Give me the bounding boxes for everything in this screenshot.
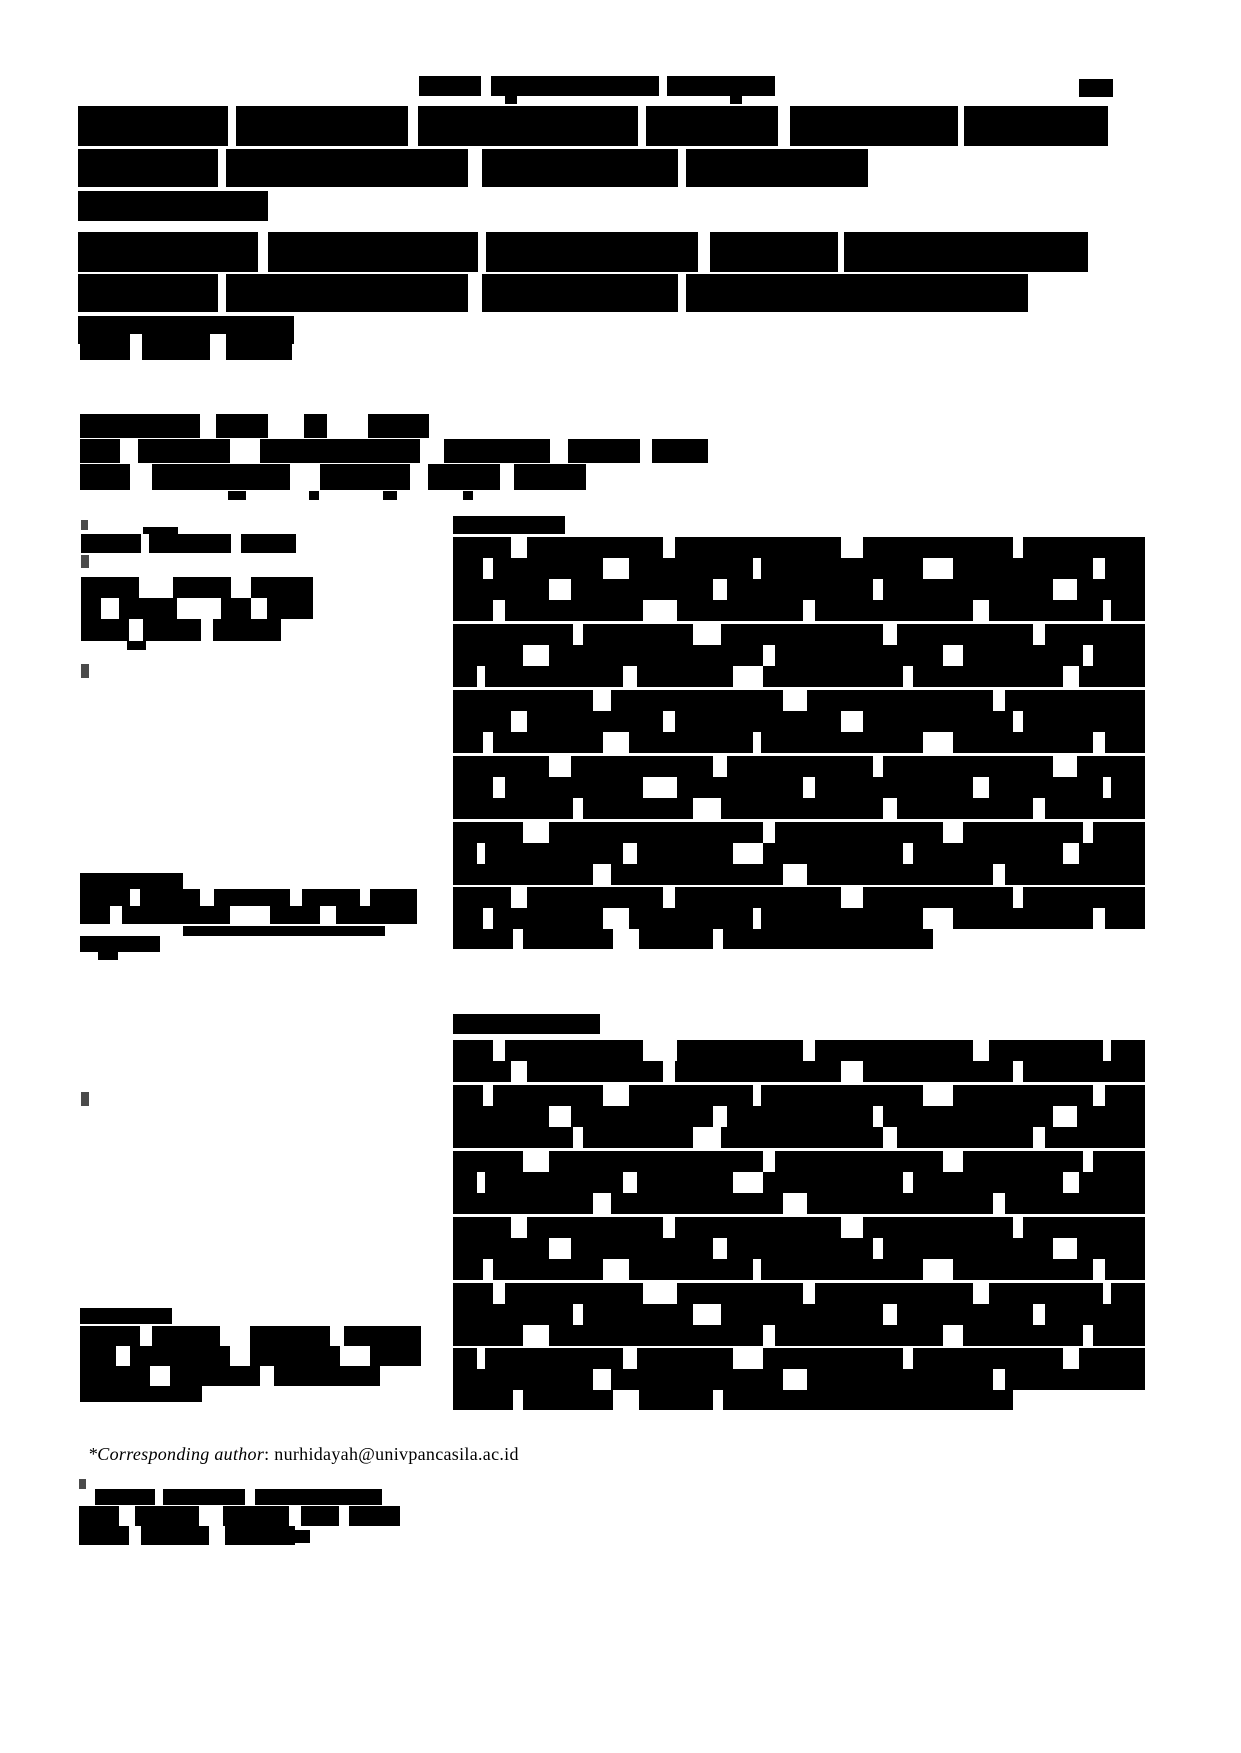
- redaction-gap: [943, 645, 963, 666]
- redaction-gap: [290, 464, 320, 490]
- redaction-gap: [623, 666, 637, 687]
- redacted-abstract-line: [453, 843, 1145, 864]
- redaction-gap: [549, 579, 571, 600]
- redaction-gap: [603, 908, 629, 929]
- redaction-gap: [613, 929, 639, 949]
- redaction-gap: [613, 1390, 639, 1410]
- redaction-gap: [511, 1061, 527, 1082]
- redacted-history-line: [81, 598, 313, 619]
- redaction-gap: [603, 1085, 629, 1106]
- redacted-abstrak-line: [453, 1304, 1145, 1325]
- redaction-gap: [593, 1369, 611, 1390]
- redacted-abstract-line: [453, 579, 1145, 600]
- redaction-gap: [698, 232, 710, 272]
- redaction-gap: [923, 908, 953, 929]
- redacted-abstract-line: [453, 732, 1145, 753]
- gray-tick: [81, 1092, 89, 1106]
- redaction-gap: [200, 414, 216, 438]
- redaction-gap: [883, 624, 897, 645]
- redaction-gap: [841, 1061, 863, 1082]
- redacted-abstract-line: [453, 864, 1145, 885]
- redaction-gap: [573, 624, 583, 645]
- redaction-gap: [713, 1238, 727, 1259]
- redaction-gap: [1083, 1325, 1093, 1346]
- redaction-gap: [513, 929, 523, 949]
- redaction-gap: [923, 1259, 953, 1280]
- redaction-gap: [640, 439, 652, 463]
- redaction-gap: [643, 1040, 677, 1061]
- redacted-abstrak-line: [453, 1259, 1145, 1280]
- redaction-gap: [663, 887, 675, 908]
- redaction-gap: [340, 1346, 370, 1366]
- redaction-gap: [623, 843, 637, 864]
- redaction-gap: [511, 1217, 527, 1238]
- redaction-gap: [783, 690, 807, 711]
- redacted-title-line: [78, 149, 868, 187]
- redaction-gap: [663, 1061, 675, 1082]
- redaction-gap: [623, 1172, 637, 1193]
- redaction-gap: [713, 756, 727, 777]
- redaction-gap: [258, 232, 268, 272]
- redacted-abstract-line: [453, 777, 1145, 798]
- redaction-gap: [511, 711, 527, 732]
- redaction-gap: [420, 439, 444, 463]
- redacted-abstrak-line: [453, 1193, 1145, 1214]
- redaction-gap: [1103, 1283, 1111, 1304]
- redacted-keywords-heading: [80, 873, 183, 889]
- redacted-descender: [228, 491, 246, 500]
- redaction-gap: [1093, 732, 1105, 753]
- redaction-gap: [659, 76, 667, 96]
- redacted-abstrak-line: [453, 1127, 1145, 1148]
- redaction-gap: [408, 106, 418, 146]
- redaction-gap: [130, 334, 142, 360]
- redacted-abstract-line: [453, 908, 1145, 929]
- redacted-abstrak-line: [453, 1172, 1145, 1193]
- redaction-gap: [693, 624, 721, 645]
- redaction-gap: [753, 732, 761, 753]
- redaction-gap: [339, 1506, 349, 1526]
- redaction-gap: [573, 1127, 583, 1148]
- gray-tick: [81, 520, 88, 530]
- redaction-gap: [993, 1369, 1005, 1390]
- redaction-gap: [1103, 777, 1111, 798]
- redacted-affiliation-line: [80, 414, 429, 438]
- redaction-gap: [763, 645, 775, 666]
- redaction-gap: [1013, 1061, 1023, 1082]
- redaction-gap: [478, 232, 486, 272]
- redacted-abstrak-line: [453, 1151, 1145, 1172]
- redacted-received-line: [80, 1386, 202, 1402]
- redacted-descender: [383, 491, 397, 500]
- redaction-gap: [958, 106, 964, 146]
- redaction-gap: [1053, 756, 1077, 777]
- redaction-gap: [199, 1506, 223, 1526]
- redaction-gap: [201, 619, 213, 641]
- redaction-gap: [110, 906, 122, 924]
- redaction-gap: [209, 1526, 225, 1545]
- redaction-gap: [1083, 1151, 1093, 1172]
- redaction-gap: [119, 1506, 135, 1526]
- redaction-gap: [573, 1304, 583, 1325]
- redaction-gap: [973, 600, 989, 621]
- redaction-gap: [523, 645, 549, 666]
- redacted-keywords-line: [80, 889, 417, 906]
- redaction-gap: [483, 1259, 493, 1280]
- redaction-gap: [1103, 1040, 1111, 1061]
- redacted-abstrak-line: [453, 1040, 1145, 1061]
- redaction-gap: [231, 577, 251, 598]
- redaction-gap: [468, 274, 482, 312]
- redaction-gap: [1083, 822, 1093, 843]
- redaction-gap: [410, 464, 428, 490]
- redaction-gap: [320, 906, 336, 924]
- redaction-gap: [155, 1489, 163, 1505]
- redacted-abstract-heading: [453, 516, 565, 534]
- redaction-gap: [130, 464, 152, 490]
- redaction-gap: [903, 666, 913, 687]
- redacted-history-line: [81, 619, 281, 641]
- redaction-gap: [643, 1283, 677, 1304]
- redaction-gap: [593, 690, 611, 711]
- redaction-gap: [130, 889, 140, 906]
- redaction-gap: [623, 1348, 637, 1369]
- gray-tick: [79, 1479, 86, 1489]
- redaction-gap: [129, 619, 143, 641]
- redacted-abstrak-line: [453, 1325, 1145, 1346]
- redaction-gap: [101, 598, 119, 619]
- redaction-gap: [218, 274, 226, 312]
- redaction-gap: [593, 1193, 611, 1214]
- redaction-gap: [643, 600, 677, 621]
- gray-tick: [81, 664, 89, 678]
- redaction-gap: [251, 598, 267, 619]
- redacted-authors-line: [80, 334, 292, 360]
- redaction-gap: [713, 1390, 723, 1410]
- redaction-gap: [603, 558, 629, 579]
- redacted-descender: [280, 1530, 310, 1543]
- redaction-gap: [973, 1040, 989, 1061]
- redaction-gap: [993, 690, 1005, 711]
- redacted-descender: [127, 641, 146, 650]
- redacted-title-line: [78, 106, 1108, 146]
- redaction-gap: [477, 1172, 485, 1193]
- redaction-gap: [713, 929, 723, 949]
- redaction-gap: [1063, 666, 1079, 687]
- redaction-gap: [549, 1106, 571, 1127]
- redaction-gap: [327, 414, 368, 438]
- redaction-gap: [1083, 645, 1093, 666]
- redacted-abstrak-line: [453, 1238, 1145, 1259]
- redacted-abstrak-line: [453, 1061, 1145, 1082]
- redaction-gap: [477, 1348, 485, 1369]
- redacted-abstract-line: [453, 624, 1145, 645]
- redacted-abstrak-line: [453, 1390, 1013, 1410]
- redaction-gap: [549, 1238, 571, 1259]
- redaction-gap: [1093, 1259, 1105, 1280]
- redacted-footer-line: [79, 1526, 295, 1545]
- redaction-gap: [1053, 1238, 1077, 1259]
- redacted-abstrak-line: [453, 1217, 1145, 1238]
- redacted-journal-name: [419, 76, 775, 96]
- corresponding-author-separator: :: [264, 1444, 275, 1464]
- redaction-gap: [1063, 1172, 1079, 1193]
- redaction-gap: [230, 1346, 250, 1366]
- redacted-abstrak-heading: [453, 1014, 600, 1034]
- redaction-gap: [483, 908, 493, 929]
- redaction-gap: [783, 1369, 807, 1390]
- redaction-gap: [803, 600, 815, 621]
- redaction-gap: [483, 732, 493, 753]
- redaction-gap: [230, 439, 260, 463]
- redaction-gap: [468, 149, 482, 187]
- redaction-gap: [493, 1040, 505, 1061]
- redacted-footer-line: [95, 1489, 382, 1505]
- redaction-gap: [1093, 1085, 1105, 1106]
- redaction-gap: [1033, 798, 1045, 819]
- redaction-gap: [1013, 1217, 1023, 1238]
- redacted-article-history-heading: [81, 534, 296, 553]
- redaction-gap: [873, 1106, 883, 1127]
- redaction-gap: [903, 1348, 913, 1369]
- redacted-affiliation-line: [80, 464, 586, 490]
- redaction-gap: [763, 1151, 775, 1172]
- redacted-abstract-line: [453, 822, 1145, 843]
- redacted-descender: [505, 96, 517, 104]
- redaction-gap: [713, 579, 727, 600]
- redaction-gap: [841, 887, 863, 908]
- redaction-gap: [603, 732, 629, 753]
- redaction-gap: [218, 149, 226, 187]
- redaction-gap: [573, 798, 583, 819]
- redaction-gap: [733, 1348, 763, 1369]
- redaction-gap: [803, 777, 815, 798]
- redaction-gap: [500, 464, 514, 490]
- redaction-gap: [511, 887, 527, 908]
- redaction-gap: [733, 1172, 763, 1193]
- redaction-gap: [549, 756, 571, 777]
- redacted-abstract-line: [453, 666, 1145, 687]
- redaction-gap: [993, 864, 1005, 885]
- redaction-gap: [873, 1238, 883, 1259]
- redaction-gap: [200, 889, 214, 906]
- redaction-gap: [763, 1325, 775, 1346]
- redaction-gap: [477, 843, 485, 864]
- redaction-gap: [483, 558, 493, 579]
- redaction-gap: [943, 1151, 963, 1172]
- redaction-gap: [513, 1390, 523, 1410]
- redaction-gap: [783, 1193, 807, 1214]
- redacted-descender: [730, 96, 742, 104]
- redaction-gap: [493, 600, 505, 621]
- redaction-gap: [477, 666, 485, 687]
- redaction-gap: [763, 822, 775, 843]
- redaction-gap: [523, 1151, 549, 1172]
- redaction-gap: [120, 439, 138, 463]
- redacted-affiliation-line: [80, 439, 708, 463]
- redaction-gap: [778, 106, 790, 146]
- redaction-gap: [289, 1506, 301, 1526]
- redaction-gap: [523, 822, 549, 843]
- redaction-gap: [511, 537, 527, 558]
- redaction-gap: [678, 274, 686, 312]
- redacted-abstrak-line: [453, 1106, 1145, 1127]
- redaction-gap: [493, 777, 505, 798]
- redaction-gap: [643, 777, 677, 798]
- redaction-gap: [1103, 600, 1111, 621]
- redacted-abstrak-line: [453, 1348, 1145, 1369]
- redaction-gap: [116, 1346, 130, 1366]
- redaction-gap: [883, 798, 897, 819]
- corresponding-author-line: [88, 1444, 519, 1465]
- redaction-gap: [923, 1085, 953, 1106]
- redaction-gap: [753, 1259, 761, 1280]
- redaction-gap: [783, 864, 807, 885]
- redaction-gap: [1093, 908, 1105, 929]
- redaction-gap: [210, 334, 226, 360]
- redaction-gap: [903, 1172, 913, 1193]
- redacted-abstrak-line: [453, 1369, 1145, 1390]
- redaction-gap: [1063, 1348, 1079, 1369]
- redaction-gap: [1013, 711, 1023, 732]
- redaction-gap: [943, 1325, 963, 1346]
- redacted-descender: [309, 491, 319, 500]
- redaction-gap: [841, 1217, 863, 1238]
- redacted-abstrak-line: [453, 1283, 1145, 1304]
- redaction-gap: [230, 906, 270, 924]
- corresponding-author-label: *Corresponding author: [88, 1444, 265, 1464]
- redaction-gap: [550, 439, 568, 463]
- redaction-gap: [883, 1127, 897, 1148]
- redaction-gap: [803, 1040, 815, 1061]
- redaction-gap: [883, 1304, 897, 1325]
- redaction-gap: [923, 558, 953, 579]
- redaction-gap: [693, 1127, 721, 1148]
- redaction-gap: [1013, 537, 1023, 558]
- redaction-gap: [140, 1326, 152, 1346]
- redacted-title-alt-line: [78, 232, 1088, 272]
- redaction-gap: [245, 1489, 255, 1505]
- redacted-descender: [98, 952, 118, 960]
- redaction-gap: [260, 1366, 274, 1386]
- redacted-received-heading: [80, 1308, 172, 1324]
- redaction-gap: [733, 843, 763, 864]
- redaction-gap: [873, 756, 883, 777]
- redaction-gap: [268, 414, 304, 438]
- redaction-gap: [129, 1526, 141, 1545]
- redacted-received-line: [80, 1326, 421, 1346]
- redacted-history-line: [81, 577, 313, 598]
- redaction-gap: [150, 1366, 170, 1386]
- redaction-gap: [663, 537, 675, 558]
- redacted-abstract-line: [453, 929, 933, 949]
- redaction-gap: [663, 1217, 675, 1238]
- redacted-abstract-line: [453, 798, 1145, 819]
- redacted-abstract-line: [453, 600, 1145, 621]
- redaction-gap: [678, 149, 686, 187]
- redaction-gap: [1053, 1106, 1077, 1127]
- redaction-gap: [713, 1106, 727, 1127]
- redacted-keywords-line: [80, 906, 417, 924]
- redaction-gap: [1063, 843, 1079, 864]
- redaction-gap: [1013, 887, 1023, 908]
- redaction-gap: [139, 577, 173, 598]
- redacted-footer-line: [79, 1506, 400, 1526]
- redaction-gap: [177, 598, 221, 619]
- redaction-gap: [330, 1326, 344, 1346]
- redacted-keywords-line: [80, 936, 160, 952]
- redaction-gap: [753, 1085, 761, 1106]
- redaction-gap: [753, 908, 761, 929]
- redacted-abstract-line: [453, 558, 1145, 579]
- redaction-gap: [481, 76, 491, 96]
- redaction-gap: [753, 558, 761, 579]
- redacted-keywords-underline: [183, 926, 385, 936]
- redaction-gap: [993, 1193, 1005, 1214]
- redaction-gap: [603, 1259, 629, 1280]
- redaction-gap: [973, 1283, 989, 1304]
- redacted-abstract-line: [453, 887, 1145, 908]
- redaction-gap: [523, 1325, 549, 1346]
- redaction-gap: [693, 1304, 721, 1325]
- redacted-abstract-line: [453, 645, 1145, 666]
- redaction-gap: [493, 1283, 505, 1304]
- redaction-gap: [360, 889, 370, 906]
- redaction-gap: [231, 534, 241, 553]
- redaction-gap: [838, 232, 844, 272]
- redaction-gap: [483, 1085, 493, 1106]
- redacted-abstract-line: [453, 756, 1145, 777]
- redaction-gap: [1033, 624, 1045, 645]
- redaction-gap: [693, 798, 721, 819]
- redacted-title-alt-line: [78, 274, 1028, 312]
- redaction-gap: [663, 711, 675, 732]
- redacted-abstract-line: [453, 711, 1145, 732]
- redaction-gap: [903, 843, 913, 864]
- redaction-gap: [1033, 1127, 1045, 1148]
- redaction-gap: [803, 1283, 815, 1304]
- redaction-gap: [841, 537, 863, 558]
- redaction-gap: [1093, 558, 1105, 579]
- redacted-abstract-line: [453, 537, 1145, 558]
- redaction-gap: [220, 1326, 250, 1346]
- redaction-gap: [841, 711, 863, 732]
- redaction-gap: [141, 534, 149, 553]
- redaction-gap: [923, 732, 953, 753]
- redaction-gap: [733, 666, 763, 687]
- redaction-gap: [593, 864, 611, 885]
- redacted-descender: [463, 491, 473, 500]
- redacted-title-line: [78, 191, 268, 221]
- redaction-gap: [873, 579, 883, 600]
- corresponding-author-email: nurhidayah@univpancasila.ac.id: [274, 1444, 519, 1464]
- redaction-gap: [638, 106, 646, 146]
- gray-tick: [81, 555, 89, 568]
- redaction-gap: [1033, 1304, 1045, 1325]
- redacted-abstract-line: [453, 690, 1145, 711]
- redaction-gap: [290, 889, 302, 906]
- redaction-gap: [1053, 579, 1077, 600]
- redaction-gap: [228, 106, 236, 146]
- redacted-abstrak-line: [453, 1085, 1145, 1106]
- redaction-gap: [973, 777, 989, 798]
- redaction-gap: [943, 822, 963, 843]
- redacted-received-line: [80, 1366, 380, 1386]
- redacted-page-number: [1079, 79, 1113, 97]
- redacted-received-line: [80, 1346, 421, 1366]
